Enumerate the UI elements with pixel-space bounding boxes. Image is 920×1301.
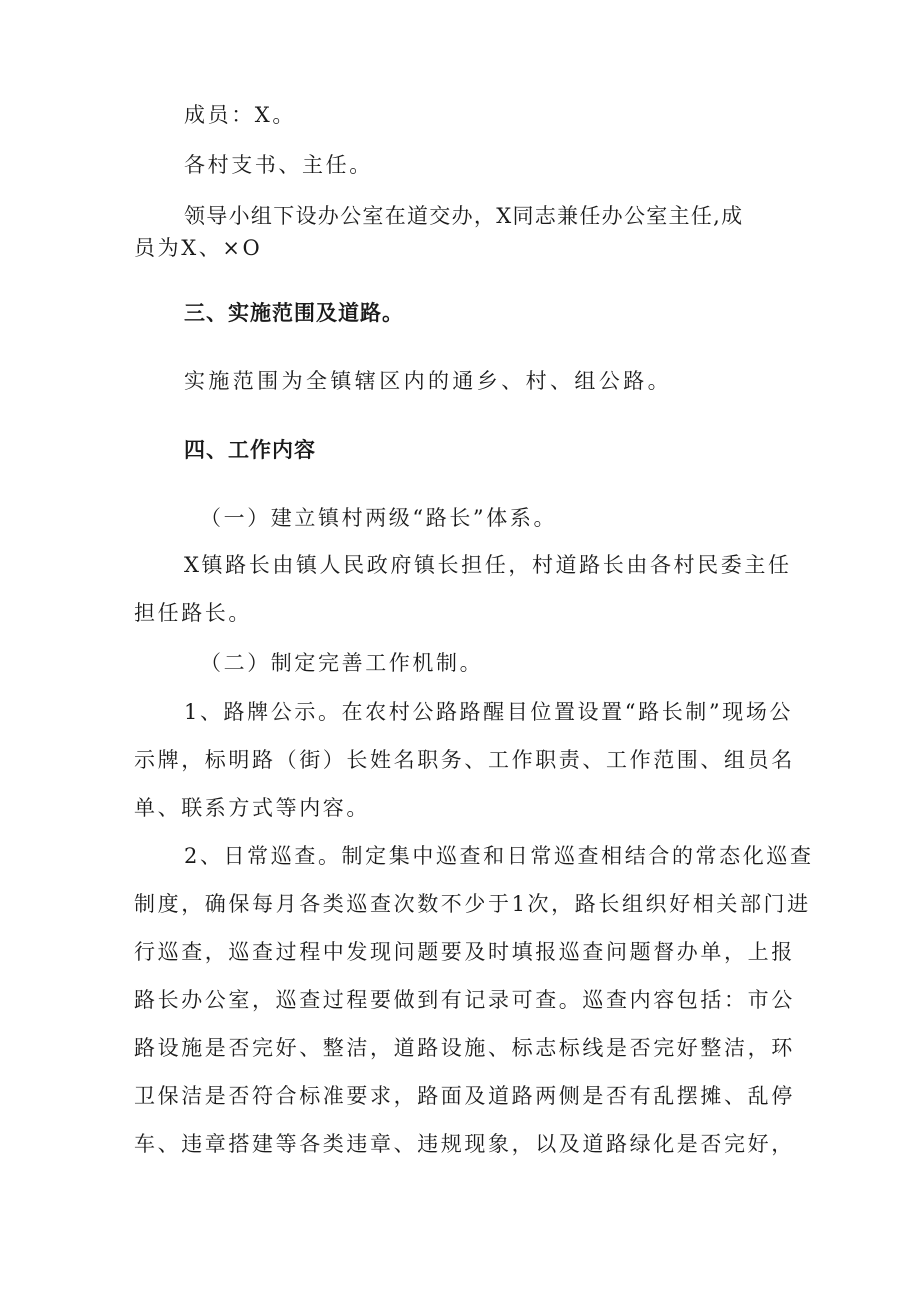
sub-2-heading: （二）制定完善工作机制。: [200, 651, 484, 675]
item-2-para-line-7: 车、违章搭建等各类违章、违规现象，以及道路绿化是否完好，: [134, 1132, 795, 1156]
item-2-para-line-6: 卫保洁是否符合标准要求，路面及道路两侧是否有乱摆摊、乱停: [134, 1084, 795, 1108]
item-1-para-line-1: 1、路牌公示。在农村公路路醒目位置设置“路长制”现场公: [184, 700, 794, 724]
office-para-line-1: 领导小组下设办公室在道交办，X同志兼任办公室主任,成: [184, 204, 744, 228]
item-2-para-line-5: 路设施是否完好、整洁，道路设施、标志标线是否完好整洁，环: [134, 1036, 795, 1060]
item-1-para-line-2: 示牌，标明路（街）长姓名职务、工作职责、工作范围、组员名: [134, 748, 795, 772]
section-3-heading: 三、实施范围及道路。: [184, 301, 404, 325]
item-2-para-line-1: 2、日常巡查。制定集中巡查和日常巡查相结合的常态化巡查: [184, 844, 814, 868]
members-line: 成员：X。: [184, 103, 296, 127]
item-2-para-line-4: 路长办公室，巡查过程要做到有记录可查。巡查内容包括：市公: [134, 988, 795, 1012]
sub-1-para-line-1: X镇路长由镇人民政府镇长担任，村道路长由各村民委主任: [184, 553, 792, 577]
sub-1-para-line-2: 担任路长。: [134, 601, 252, 625]
scope-line: 实施范围为全镇辖区内的通乡、村、组公路。: [184, 369, 672, 393]
office-para-line-2: 员为X、×O: [134, 236, 263, 260]
item-2-para-line-3: 行巡查，巡查过程中发现问题要及时填报巡查问题督办单，上报: [134, 940, 795, 964]
sub-1-heading: （一）建立镇村两级“路长”体系。: [200, 506, 558, 530]
section-4-heading: 四、工作内容: [184, 438, 316, 462]
village-line: 各村支书、主任。: [184, 153, 373, 177]
item-2-para-line-2: 制度，确保每月各类巡查次数不少于1次，路长组织好相关部门进: [134, 892, 811, 916]
item-1-para-line-3: 单、联系方式等内容。: [134, 796, 370, 820]
